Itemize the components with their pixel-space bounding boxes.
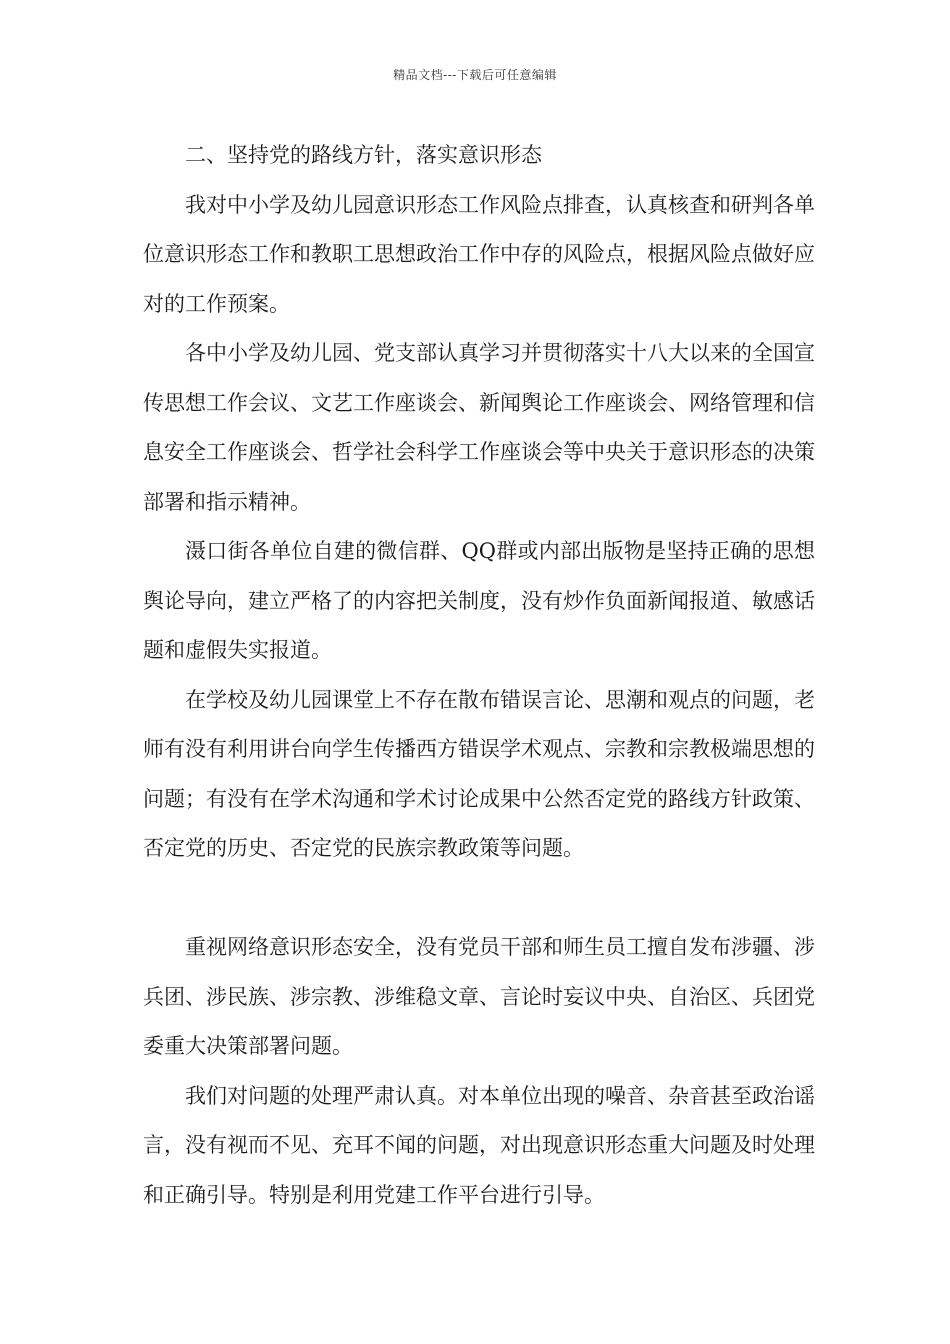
document-body (143, 131, 815, 1220)
paragraph-risk-check: 我对中小学及幼儿园意识形态工作风险点排查，认真核查和研判各单位意识形态工作和教职工思想政治工作中存的风险点，根据风险点做好应对的工作预案。 (143, 192, 815, 316)
paragraph-handling: 我们对问题的处理严肃认真。对本单位出现的噪音、杂音甚至政治谣言，没有视而不见、充耳不闻的问题，对出现意识形态重大问题及时处理和正确引导。特别是利用党建工作平台进行引导。 (143, 1083, 815, 1207)
paragraph-study: 各中小学及幼儿园、党支部认真学习并贯彻落实十八大以来的全国宣传思想工作会议、文艺工作座谈会、新闻舆论工作座谈会、网络管理和信息安全工作座谈会、哲学社会科学工作座谈会等中央关于意识形态的决策部署和指示精神。 (143, 341, 815, 514)
section-heading: 二、坚持党的路线方针，落实意识形态 (185, 143, 542, 167)
page-header: 精品文档---下载后可任意编辑 (393, 68, 557, 82)
paragraph-gap (143, 874, 815, 924)
paragraph-media: 滠口街各单位自建的微信群、QQ群或内部出版物是坚持正确的思想舆论导向，建立严格了的内容把关制度，没有炒作负面新闻报道、敏感话题和虚假失实报道。 (143, 539, 815, 662)
paragraph-classroom: 在学校及幼儿园课堂上不存在散布错误言论、思潮和观点的问题，老师有没有利用讲台向学生传播西方错误学术观点、宗教和宗教极端思想的问题；有没有在学术沟通和学术讨论成果中公然否定党的路线方针政策、否定党的历史、否定党的民族宗教政策等问题。 (143, 687, 815, 860)
paragraph-network: 重视网络意识形态安全，没有党员干部和师生员工擅自发布涉疆、涉兵团、涉民族、涉宗教、涉维稳文章、言论时妄议中央、自治区、兵团党委重大决策部署问题。 (143, 935, 815, 1058)
